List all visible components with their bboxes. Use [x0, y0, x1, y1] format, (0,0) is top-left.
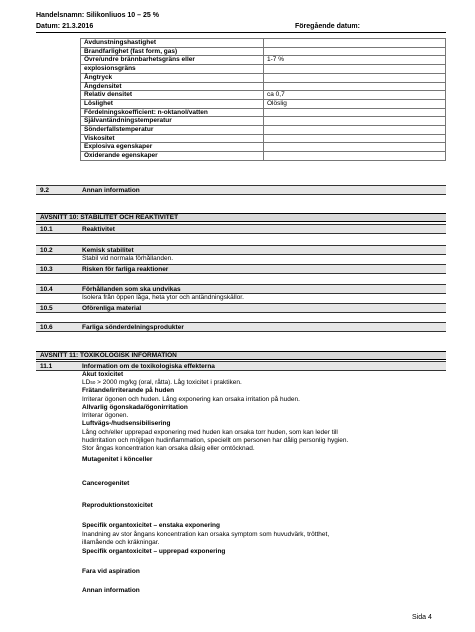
property-value — [264, 117, 446, 126]
property-label: Sönderfallstemperatur — [81, 126, 264, 135]
subsection-number: 10.3 — [40, 266, 53, 273]
subsection-number: 11.1 — [40, 363, 53, 370]
sensitisation-title: Luftvägs-/hudsensibilisering — [82, 420, 171, 427]
property-row — [81, 47, 446, 56]
subsection-title: Risken för farliga reaktioner — [82, 266, 169, 273]
subsection-title: Förhållanden som ska undvikas — [82, 286, 181, 293]
property-label: explosionsgräns — [81, 65, 264, 74]
property-value: Olöslig — [264, 99, 446, 108]
property-row — [81, 108, 446, 117]
subsection-10-5 — [36, 303, 446, 313]
subsection-10-6 — [36, 322, 446, 332]
previous-date-label: Föregående datum: — [295, 23, 360, 30]
skin-corrosion-title: Frätande/irriterande på huden — [82, 387, 175, 394]
subsection-10-3 — [36, 264, 446, 274]
date-label: Datum: — [36, 23, 61, 30]
property-label: Avdunstningshastighet — [81, 39, 264, 48]
stot-single-title: Specifik organtoxicitet – enstaka exponering — [82, 522, 220, 529]
property-row — [81, 39, 446, 48]
property-value — [264, 143, 446, 152]
chemical-stability-text: Stabil vid normala förhållanden. — [82, 255, 174, 262]
ld50-text — [82, 379, 242, 387]
subsection-10-1 — [36, 224, 446, 234]
property-value: 1-7 % — [264, 56, 446, 65]
property-row — [81, 99, 446, 108]
property-label: Explosiva egenskaper — [81, 143, 264, 152]
subsection-title: Reaktivitet — [82, 226, 115, 233]
property-value — [264, 73, 446, 82]
property-value — [264, 47, 446, 56]
reproductive-toxicity-title: Reproduktionstoxicitet — [82, 502, 153, 509]
subsection-number: 10.4 — [40, 286, 53, 293]
date-value: 21.3.2016 — [62, 23, 94, 30]
property-row — [81, 126, 446, 135]
stot-repeated-title: Specifik organtoxicitet – upprepad exponering — [82, 548, 226, 555]
property-label: Oxiderande egenskaper — [81, 152, 264, 161]
eye-damage-title: Allvarlig ögonskada/ögonirritation — [82, 404, 188, 411]
property-value — [264, 65, 446, 74]
property-label: Ångdensitet — [81, 82, 264, 91]
property-value — [264, 134, 446, 143]
subsection-10-2 — [36, 245, 446, 255]
section-11-heading: AVSNITT 11: TOXIKOLOGISK INFORMATION — [36, 351, 446, 360]
subsection-title: Oförenliga material — [82, 305, 142, 312]
property-row — [81, 82, 446, 91]
subsection-title: Information om de toxikologiska effekterna — [82, 363, 215, 370]
property-row — [81, 152, 446, 161]
page-number: Sida 4 — [412, 614, 432, 621]
subsection-10-4 — [36, 284, 446, 294]
subsection-11-1 — [36, 361, 446, 371]
aspiration-hazard-title: Fara vid aspiration — [82, 568, 140, 575]
stot-single-text-1: Inandning av stor ångans koncentration kan orsaka symptom som huvudvärk, trötthet, — [82, 531, 330, 538]
property-label: Ångtryck — [81, 73, 264, 82]
subsection-title: Farliga sönderdelningsprodukter — [82, 324, 184, 331]
other-information-title: Annan information — [82, 587, 140, 594]
product-name: Silikonliuos 10 – 25 % — [86, 12, 159, 19]
sensitisation-text-1: Lång och/eller upprepad exponering med huden kan orsaka torr huden, som kan leder till — [82, 429, 338, 436]
product-label: Handelsnamn: — [36, 12, 85, 19]
product-name-line — [36, 11, 159, 20]
stot-single-text-2: illamående och kräkningar. — [82, 539, 160, 546]
skin-corrosion-text: Irriterar ögonen och huden. Lång exponering kan orsaka irritation på huden. — [82, 396, 300, 403]
subsection-number: 9.2 — [40, 187, 50, 194]
property-value — [264, 39, 446, 48]
property-label: Självantändningstemperatur — [81, 117, 264, 126]
property-row — [81, 143, 446, 152]
subsection-title: Annan information — [82, 187, 140, 194]
conditions-to-avoid-text: Isolera från öppen låga, heta ytor och antändningskällor. — [82, 294, 244, 301]
subsection-number: 10.1 — [40, 226, 53, 233]
properties-table — [80, 38, 446, 161]
mutagenicity-title: Mutagenitet i könceller — [82, 456, 153, 463]
ld-subscript: 50 — [90, 380, 96, 385]
property-row — [81, 73, 446, 82]
property-label: Viskositet — [81, 134, 264, 143]
property-value — [264, 108, 446, 117]
eye-damage-text: Irriterar ögonen. — [82, 412, 129, 419]
subsection-title: Kemisk stabilitet — [82, 247, 134, 254]
property-label: Fördelningskoefficient: n-oktanol/vatten — [81, 108, 264, 117]
property-value — [264, 152, 446, 161]
property-label: Relativ densitet — [81, 91, 264, 100]
subsection-number: 10.2 — [40, 247, 53, 254]
property-label: Övre/undre brännbarhetsgräns eller — [81, 56, 264, 65]
property-row — [81, 91, 446, 100]
property-row — [81, 134, 446, 143]
property-label: Brandfarlighet (fast form, gas) — [81, 47, 264, 56]
property-value — [264, 82, 446, 91]
header-divider — [36, 32, 446, 33]
property-value — [264, 126, 446, 135]
property-label: Löslighet — [81, 99, 264, 108]
section-10-heading: AVSNITT 10: STABILITET OCH REAKTIVITET — [36, 213, 446, 222]
property-row — [81, 56, 446, 65]
carcinogenicity-title: Cancerogenitet — [82, 480, 130, 487]
property-row — [81, 65, 446, 74]
acute-toxicity-title: Akut toxicitet — [82, 371, 124, 378]
subsection-9-2 — [36, 185, 446, 195]
sensitisation-text-3: Stor ångas koncentration kan orsaka dåsig eller omtöcknad. — [82, 445, 255, 452]
property-value: ca 0,7 — [264, 91, 446, 100]
subsection-number: 10.5 — [40, 305, 53, 312]
subsection-number: 10.6 — [40, 324, 53, 331]
sensitisation-text-2: hudirritation och möjligen hudinflammation, speciellt om personen har dålig personlig hygien. — [82, 437, 349, 444]
ld-prefix: LD — [82, 379, 91, 386]
property-row — [81, 117, 446, 126]
date-line — [36, 22, 93, 31]
ld-value-text: > 2000 mg/kg (oral, råtta). Låg toxicitet i praktiken. — [95, 379, 242, 386]
